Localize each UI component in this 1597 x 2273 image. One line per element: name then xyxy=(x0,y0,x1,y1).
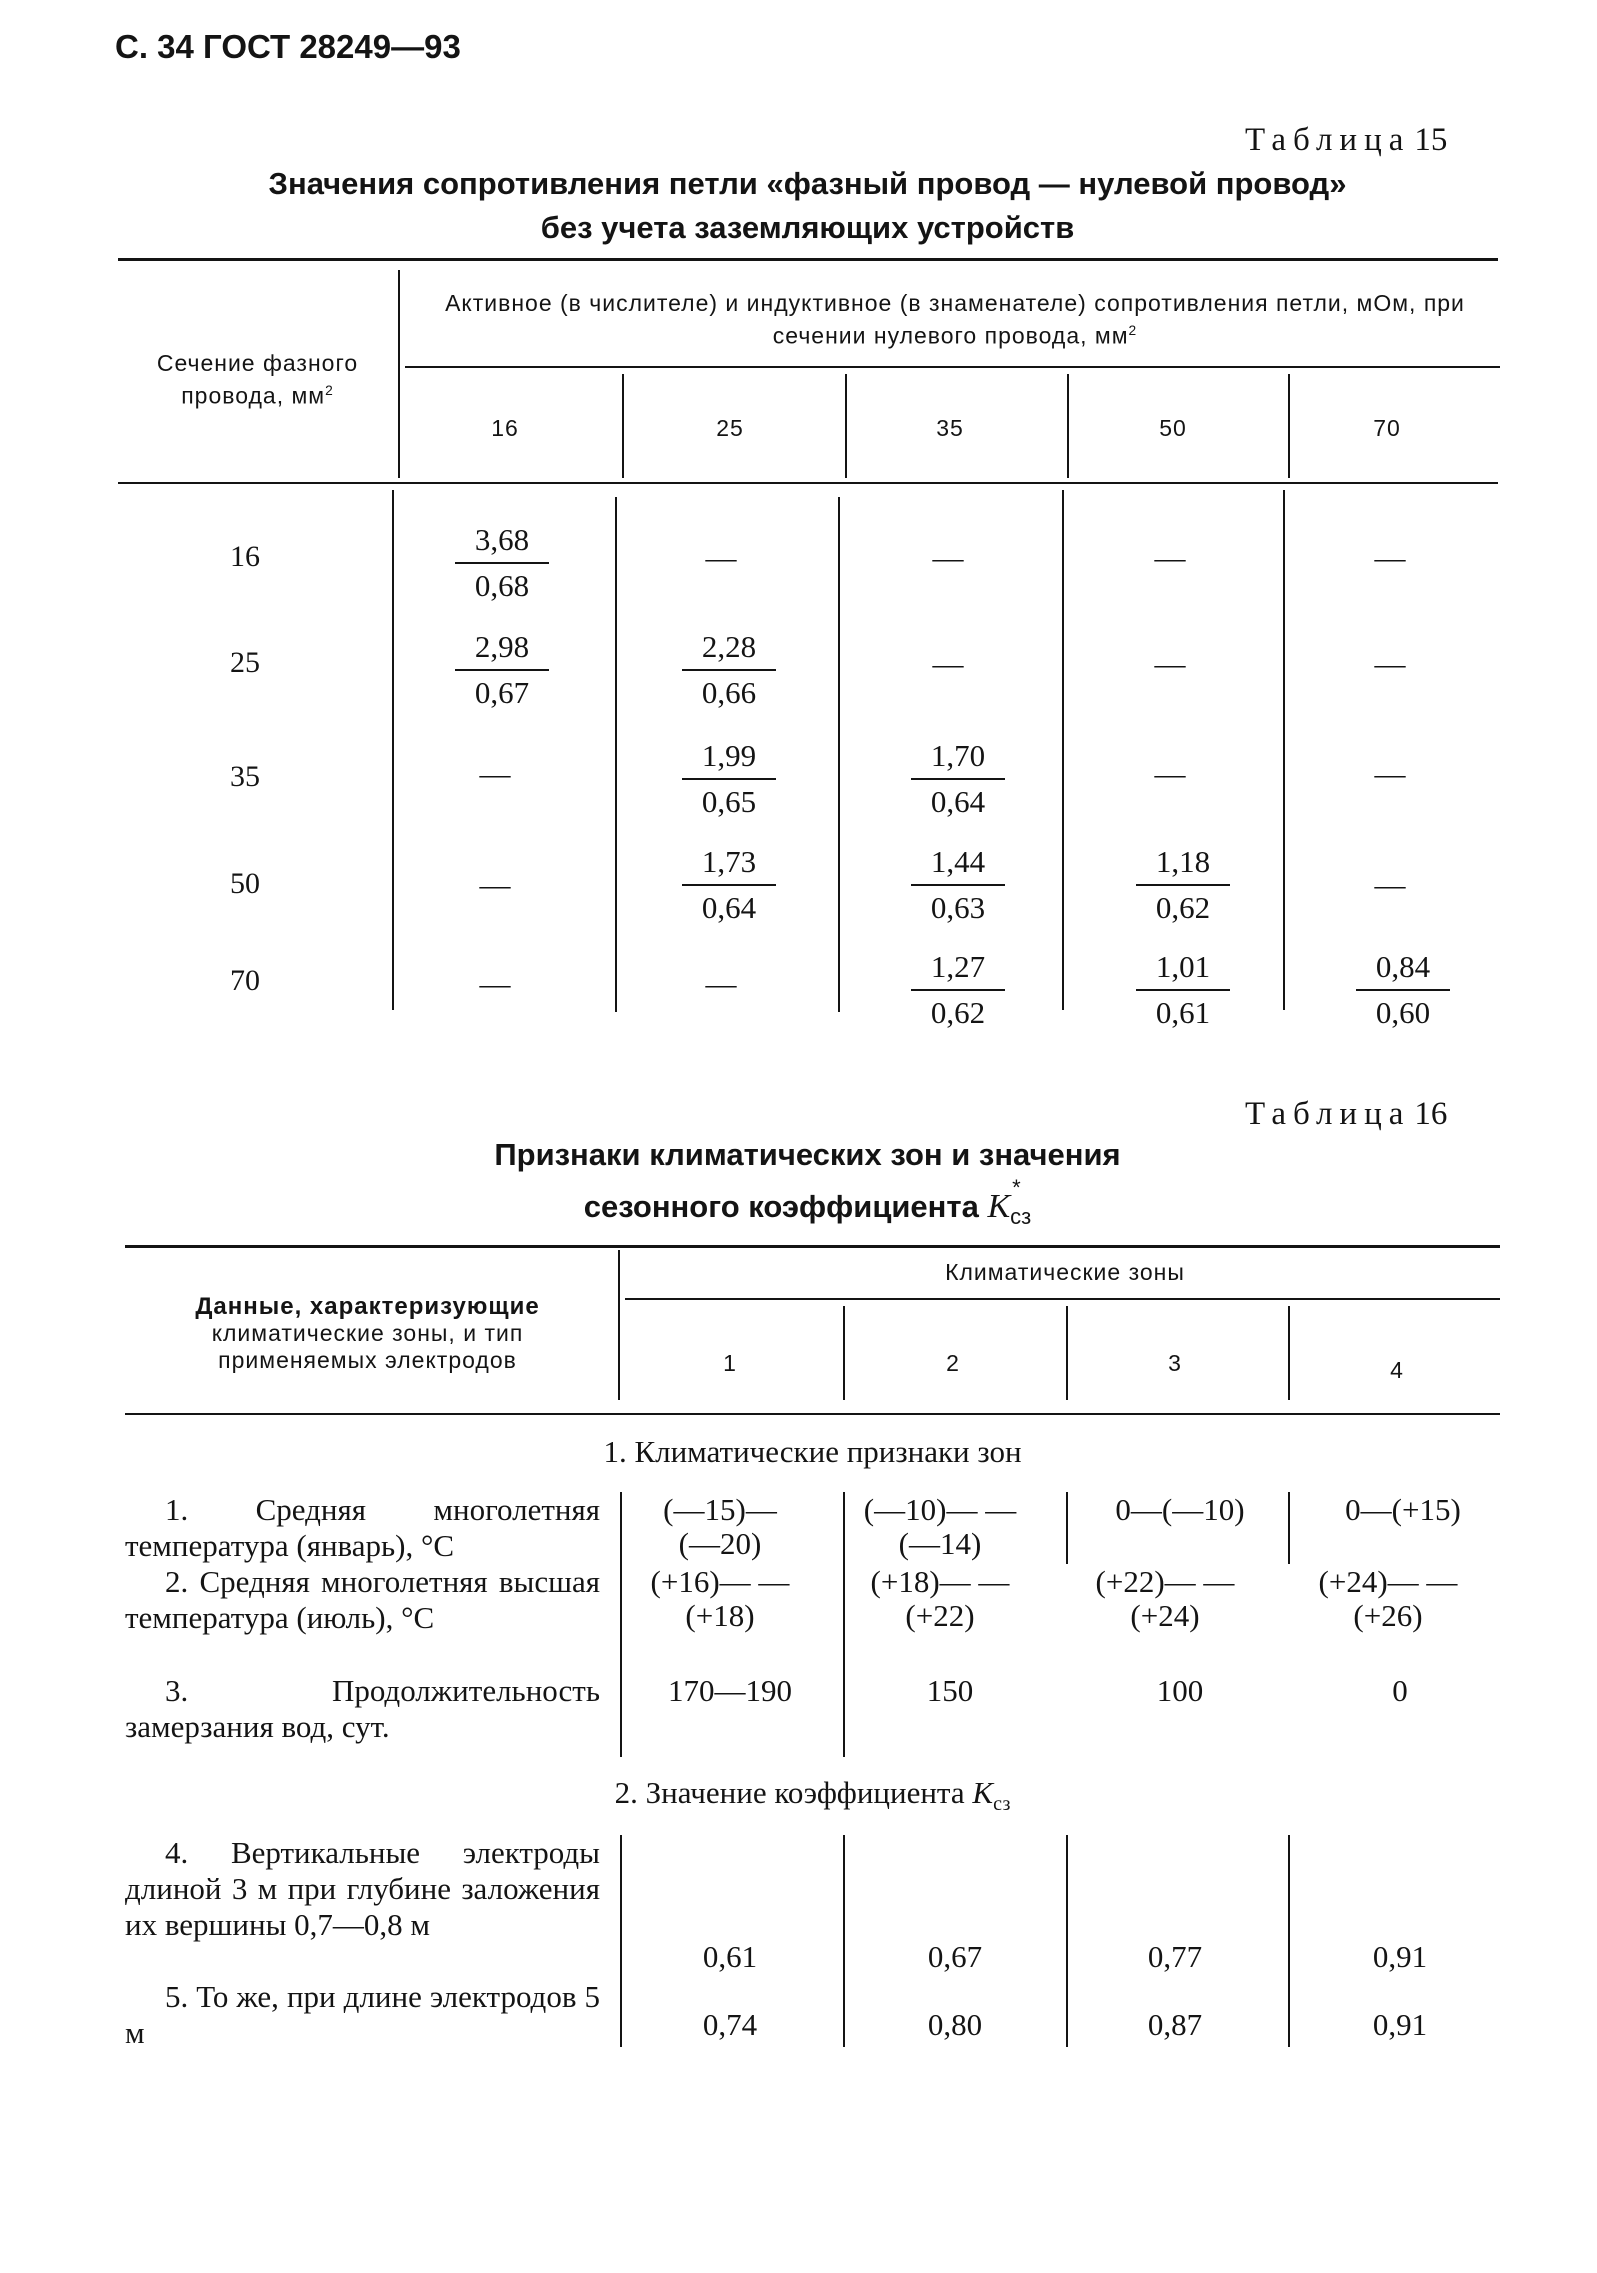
table15-dash: — xyxy=(1374,540,1406,575)
table15-fraction xyxy=(447,518,557,608)
table15-caption xyxy=(1245,122,1447,159)
table15-col-header: 25 xyxy=(716,415,744,441)
table15-col-header: 16 xyxy=(491,415,519,441)
table15-dash: — xyxy=(1374,867,1406,902)
table16-body-divider xyxy=(843,1835,845,2047)
table15-col-header: 70 xyxy=(1373,415,1401,441)
fraction-numerator: 1,70 xyxy=(911,734,1005,780)
table16-row-desc: 1. Средняя многолетняя температура (январь), °С xyxy=(125,1492,600,1563)
table16-cell: 0,91 xyxy=(1372,1939,1428,1974)
table15-fraction xyxy=(674,625,784,715)
table15-dash: — xyxy=(1154,756,1186,791)
table15-dash: — xyxy=(1374,756,1406,791)
table16-cell: 0,91 xyxy=(1372,2007,1428,2042)
table15-header-divider xyxy=(398,270,400,478)
fraction-denominator: 0,60 xyxy=(1375,995,1431,1030)
table15-body-divider xyxy=(1283,490,1285,1010)
table16-cell: 100 xyxy=(1156,1673,1204,1708)
table16-cell: 0—(+15) xyxy=(1345,1492,1461,1527)
table15-col-divider xyxy=(845,374,847,478)
fraction-denominator: 0,63 xyxy=(930,890,986,925)
table16-group-rule xyxy=(625,1298,1500,1300)
table16-cell: 0,74 xyxy=(702,2007,758,2042)
fraction-denominator: 0,64 xyxy=(701,890,757,925)
table16-row-desc: 2. Средняя многолетняя высшая температура (июль), °С xyxy=(125,1564,600,1635)
fraction-denominator: 0,66 xyxy=(701,675,757,710)
table16-caption xyxy=(1245,1096,1447,1133)
table15-col0-header xyxy=(125,350,390,410)
table15-body-divider xyxy=(392,490,394,1010)
table16-cell: 0,67 xyxy=(927,1939,983,1974)
fraction-denominator: 0,68 xyxy=(474,568,530,603)
table15-row-label: 50 xyxy=(230,867,260,900)
table15-fraction xyxy=(1128,945,1238,1035)
fraction-denominator: 0,67 xyxy=(474,675,530,710)
table16-cell: 170—190 xyxy=(668,1673,792,1708)
table15-top-rule xyxy=(118,258,1498,261)
table16-section2-text: 2. Значение коэффициента xyxy=(614,1775,965,1810)
table15-col-header: 35 xyxy=(936,415,964,441)
table15-fraction xyxy=(903,840,1013,930)
table15-dash: — xyxy=(1154,646,1186,681)
table16-body-divider xyxy=(1288,1835,1290,2047)
table15-fraction xyxy=(674,734,784,824)
table15-row-label: 25 xyxy=(230,646,260,679)
table16-col-divider xyxy=(843,1306,845,1400)
table15-title-line1: Значения сопротивления петли «фазный провод — нулевой провод» xyxy=(268,166,1347,201)
table15-label: Таблица xyxy=(1245,122,1411,158)
fraction-denominator: 0,61 xyxy=(1155,995,1211,1030)
fraction-denominator: 0,62 xyxy=(930,995,986,1030)
fraction-numerator: 1,44 xyxy=(911,840,1005,886)
table16-body-divider xyxy=(1066,1835,1068,2047)
table15-row-label: 70 xyxy=(230,964,260,997)
table15-dash: — xyxy=(1374,646,1406,681)
k-superscript: * xyxy=(1012,1175,1021,1200)
table15-col0-header-sup: 2 xyxy=(325,383,334,398)
table15-fraction xyxy=(674,840,784,930)
table16-section1-title: 1. Климатические признаки зон xyxy=(603,1434,1022,1469)
table15-row-label: 35 xyxy=(230,760,260,793)
page-header: С. 34 ГОСТ 28249—93 xyxy=(115,28,461,65)
table15-dash: — xyxy=(705,966,737,1001)
table16-cell: 0 xyxy=(1392,1673,1408,1708)
table16-col-header: 2 xyxy=(946,1350,960,1376)
table15-body-divider xyxy=(1062,490,1064,1010)
fraction-numerator: 1,73 xyxy=(682,840,776,886)
fraction-numerator: 1,18 xyxy=(1136,840,1230,886)
fraction-denominator: 0,65 xyxy=(701,784,757,819)
table16-row-desc: 5. То же, при длине электродов 5 м xyxy=(125,1979,600,2050)
k-subscript: сз xyxy=(1010,1204,1032,1230)
table16-title-line2 xyxy=(115,1175,1500,1230)
fraction-numerator: 2,98 xyxy=(455,625,549,671)
table16-cell: 0,80 xyxy=(927,2007,983,2042)
table16-cell: 0,77 xyxy=(1147,1939,1203,1974)
table15-group-header-text: Активное (в числителе) и индуктивное (в знаменателе) сопротивления петли, мОм, при сечении нулевого провода, мм xyxy=(445,290,1465,349)
table15-col-divider xyxy=(1067,374,1069,478)
table16-body-divider xyxy=(620,1492,622,1757)
table16-header-divider xyxy=(618,1250,620,1400)
fraction-numerator: 1,01 xyxy=(1136,945,1230,991)
table16-cell: (+22)— —(+24) xyxy=(1095,1564,1235,1633)
table16-body-divider xyxy=(1288,1492,1290,1564)
table15-group-header-sup: 2 xyxy=(1128,323,1138,338)
table15-title-line2: без учета заземляющих устройств xyxy=(540,210,1075,245)
table15-fraction xyxy=(903,734,1013,824)
table16-label: Таблица xyxy=(1245,1096,1411,1132)
table16-col0-header-rest: климатические зоны, и тип применяемых электродов xyxy=(211,1320,524,1373)
table16-cell: 0,61 xyxy=(702,1939,758,1974)
table15-header-rule xyxy=(118,482,1498,484)
table15-row-label: 16 xyxy=(230,540,260,573)
fraction-denominator: 0,64 xyxy=(930,784,986,819)
k-symbol: K xyxy=(987,1188,1011,1225)
table16-col0-header-bold: Данные, характеризующие xyxy=(195,1293,540,1320)
table15-dash: — xyxy=(705,540,737,575)
k-indices xyxy=(1010,1175,1032,1230)
table15-col-header: 50 xyxy=(1159,415,1187,441)
table16-col-divider xyxy=(1288,1306,1290,1400)
table16-row-desc: 4. Вертикальные электроды длиной 3 м при глубине заложения их вершины 0,7—0,8 м xyxy=(125,1835,600,1942)
table15-number: 15 xyxy=(1414,122,1448,158)
table16-header-rule xyxy=(125,1413,1500,1415)
table16-group-header: Климатические зоны xyxy=(945,1259,1185,1285)
table15-body-divider xyxy=(615,497,617,1012)
table16-cell: (—15)— (—20) xyxy=(663,1492,777,1561)
table16-number: 16 xyxy=(1414,1096,1448,1132)
table16-row-desc: 3. Продолжительность замерзания вод, сут. xyxy=(125,1673,600,1744)
table16-cell: 0,87 xyxy=(1147,2007,1203,2042)
k-symbol: K xyxy=(972,1775,994,1810)
table16-col-header: 4 xyxy=(1390,1357,1404,1383)
table15-fraction xyxy=(1348,945,1458,1035)
table16-body-divider xyxy=(1066,1492,1068,1564)
table16-top-rule xyxy=(125,1245,1500,1248)
table15-dash: — xyxy=(479,867,511,902)
table15-fraction xyxy=(1128,840,1238,930)
table16-title-line1: Признаки климатических зон и значения xyxy=(494,1137,1121,1172)
fraction-numerator: 2,28 xyxy=(682,625,776,671)
fraction-numerator: 0,84 xyxy=(1356,945,1450,991)
k-subscript: сз xyxy=(993,1793,1011,1816)
fraction-numerator: 3,68 xyxy=(455,518,549,564)
table16-cell: (+24)— —(+26) xyxy=(1318,1564,1458,1633)
table15-col0-header-text: Сечение фазного провода, мм xyxy=(156,350,359,409)
table15-col-divider xyxy=(1288,374,1290,478)
table15-group-rule xyxy=(405,366,1500,368)
table16-cell: 0—(—10) xyxy=(1115,1492,1245,1527)
table16-section2-title xyxy=(125,1775,1500,1816)
table16-cell: 150 xyxy=(926,1673,974,1708)
table15-dash: — xyxy=(932,646,964,681)
table16-cell: (+18)— —(+22) xyxy=(870,1564,1010,1633)
table16-col-divider xyxy=(1066,1306,1068,1400)
table16-col-header: 3 xyxy=(1168,1350,1182,1376)
fraction-numerator: 1,27 xyxy=(911,945,1005,991)
table16-title-text: сезонного коэффициента xyxy=(583,1189,979,1224)
table15-dash: — xyxy=(479,756,511,791)
table15-dash: — xyxy=(1154,540,1186,575)
table15-fraction xyxy=(903,945,1013,1035)
table16-body-divider xyxy=(843,1492,845,1757)
table15-dash: — xyxy=(932,540,964,575)
fraction-numerator: 1,99 xyxy=(682,734,776,780)
table15-col-divider xyxy=(622,374,624,478)
table16-cell: (+16)— —(+18) xyxy=(650,1564,790,1633)
fraction-denominator: 0,62 xyxy=(1155,890,1211,925)
table15-group-header xyxy=(410,290,1500,350)
table16-col0-header xyxy=(145,1293,590,1374)
table15-body-divider xyxy=(838,497,840,1012)
table16-col-header: 1 xyxy=(723,1350,737,1376)
table16-body-divider xyxy=(620,1835,622,2047)
table15-fraction xyxy=(447,625,557,715)
table16-cell: (—10)— —(—14) xyxy=(863,1492,1017,1561)
table15-dash: — xyxy=(479,966,511,1001)
